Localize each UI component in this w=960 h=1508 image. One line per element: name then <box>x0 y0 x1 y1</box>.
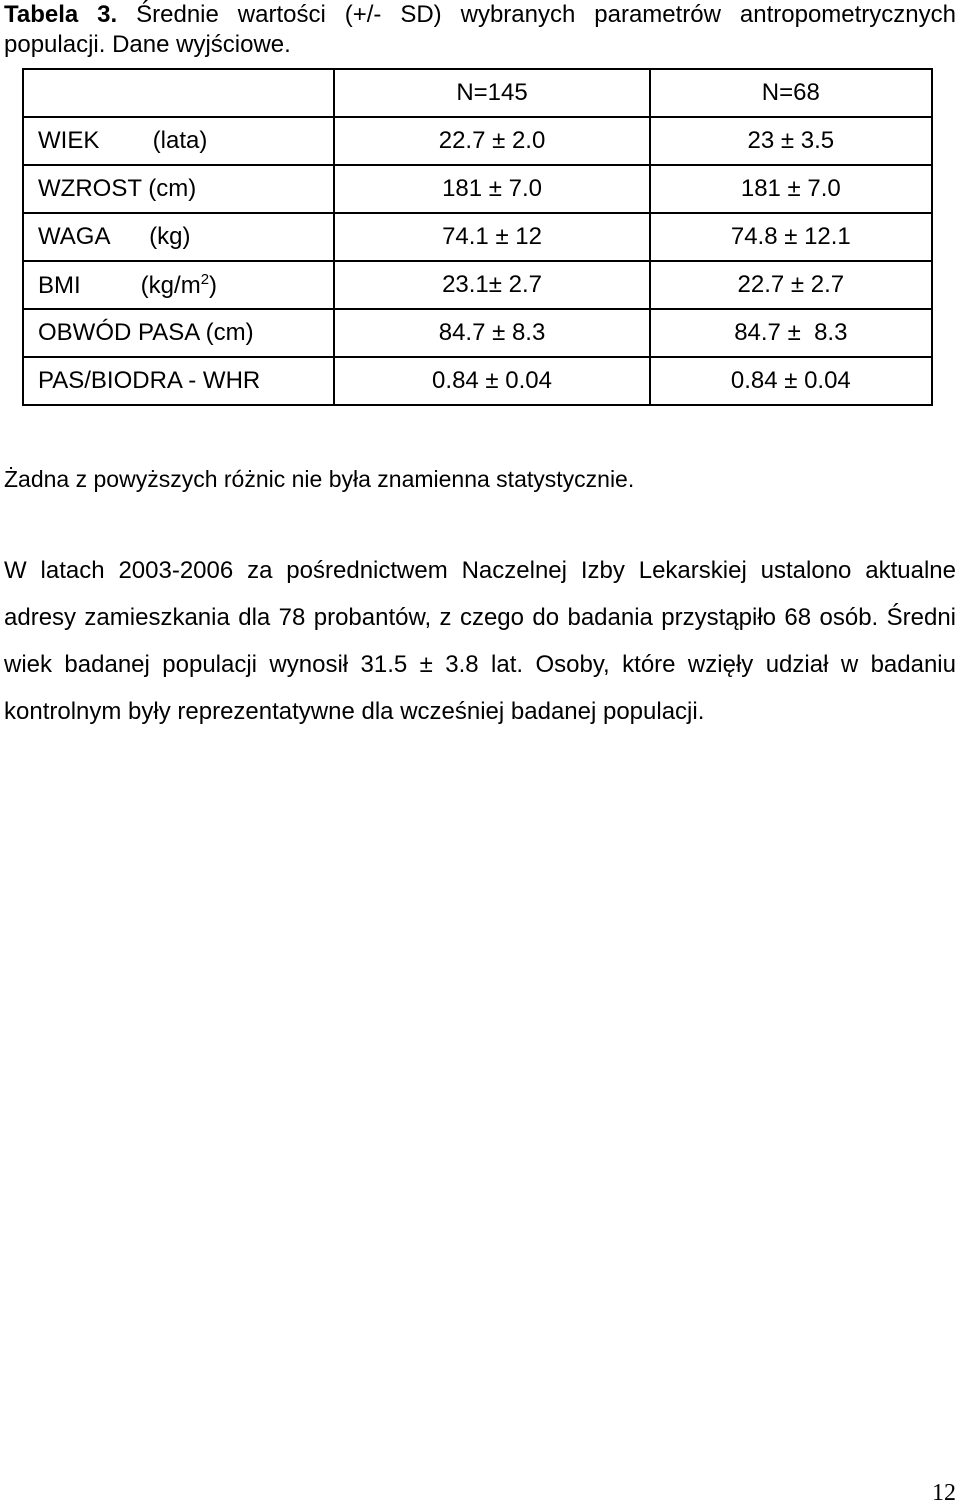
cell-value: 181 ± 7.0 <box>650 165 932 213</box>
cell-value: 22.7 ± 2.7 <box>650 261 932 309</box>
table-row <box>23 309 932 357</box>
table-row <box>23 213 932 261</box>
row-label-wzrost: WZROST (cm) <box>23 165 334 213</box>
anthropometric-table <box>22 68 933 406</box>
row-label-obwod-pasa: OBWÓD PASA (cm) <box>23 309 334 357</box>
caption-title-line-2: populacji. Dane wyjściowe. <box>4 31 291 58</box>
table-row <box>23 117 932 165</box>
table-header-n68: N=68 <box>650 69 932 117</box>
table-row <box>23 357 932 405</box>
row-label-waga: WAGA (kg) <box>23 213 334 261</box>
body-paragraph: W latach 2003-2006 za pośrednictwem Naczelnej Izby Lekarskiej ustalono aktualne adresy zamieszkania dla 78 probantów, z czego do badania przystąpiło 68 osób. Średni wiek badanej populacji wynosił 31.5 ± 3.8 lat. Osoby, które wzięły udział w badaniu kontrolnym były reprezentatywne dla wcześniej badanej populacji. <box>4 557 956 725</box>
caption-first-line <box>4 0 956 30</box>
bmi-label-text: BMI (kg/m <box>38 271 201 299</box>
table-caption <box>4 0 956 60</box>
cell-value: 0.84 ± 0.04 <box>650 357 932 405</box>
row-label-whr: PAS/BIODRA - WHR <box>23 357 334 405</box>
row-label-wiek: WIEK (lata) <box>23 117 334 165</box>
table-header-n145: N=145 <box>334 69 649 117</box>
significance-note: Żadna z powyższych różnic nie była znamienna statystycznie. <box>4 466 635 492</box>
cell-value: 74.8 ± 12.1 <box>650 213 932 261</box>
table-header-empty <box>23 69 334 117</box>
page-number: 12 <box>932 1480 956 1506</box>
cell-value: 22.7 ± 2.0 <box>334 117 649 165</box>
row-label-bmi <box>23 261 334 309</box>
bmi-label-close: ) <box>209 271 218 299</box>
caption-label: Tabela 3. <box>4 1 118 28</box>
cell-value: 0.84 ± 0.04 <box>334 357 649 405</box>
cell-value: 74.1 ± 12 <box>334 213 649 261</box>
table-row <box>23 165 932 213</box>
cell-value: 181 ± 7.0 <box>334 165 649 213</box>
cell-value: 84.7 ± 8.3 <box>334 309 649 357</box>
bmi-superscript: 2 <box>200 270 210 288</box>
cell-value: 23.1± 2.7 <box>334 261 649 309</box>
caption-title-line-1: Średnie wartości (+/- SD) wybranych parametrów antropometrycznych <box>136 1 956 28</box>
table-row <box>23 261 932 309</box>
table-header-row <box>23 69 932 117</box>
cell-value: 84.7 ± 8.3 <box>650 309 932 357</box>
cell-value: 23 ± 3.5 <box>650 117 932 165</box>
